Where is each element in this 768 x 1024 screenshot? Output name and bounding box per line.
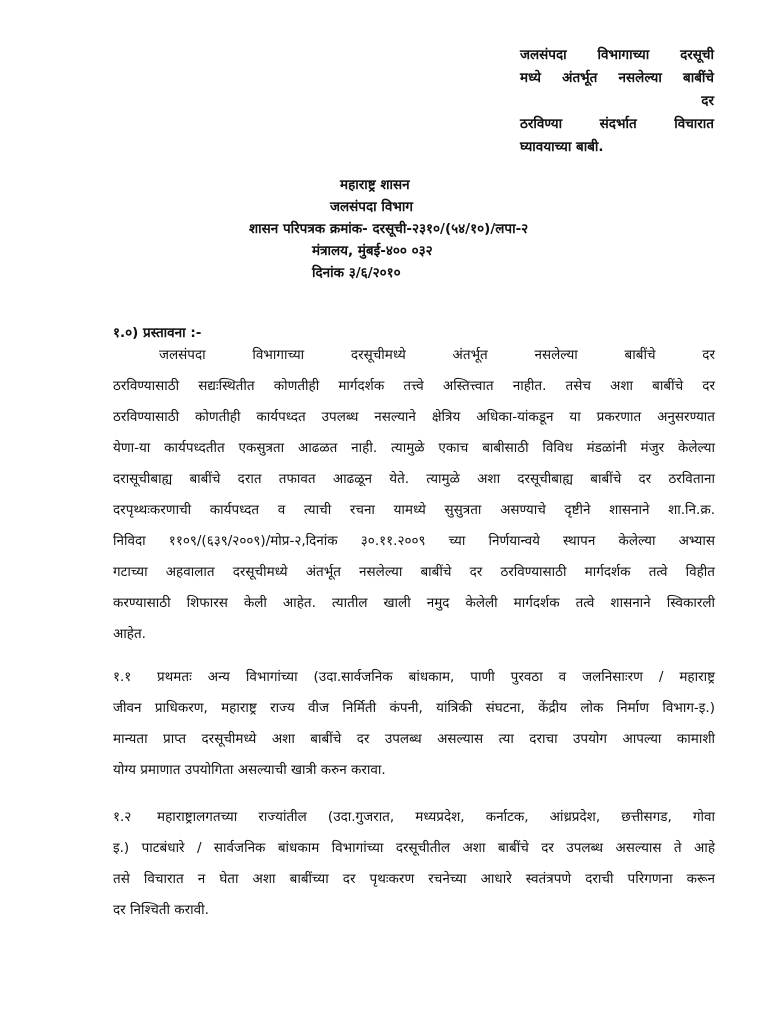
subject-line: जलसंपदा विभागाच्या दरसूची [520, 47, 714, 63]
paragraph-line: जीवन प्राधिकरण, महाराष्ट्र राज्य वीज निर्मिती कंपनी, यांत्रिकी संघटना, केंद्रीय लोक निर्माण विभाग-इ.) [113, 700, 715, 716]
paragraph-text: महाराष्ट्रालगतच्या राज्यांतील (उदा.गुजरात, मध्यप्रदेश, कर्नाटक, आंध्रप्रदेश, छत्तीसगड, गोवा [157, 809, 715, 825]
paragraph-line: तसे विचारात न घेता अशा बाबींच्या दर पृथःकरण रचनेच्या आधारे स्वतंत्रपणे दराची परिगणना करून [113, 871, 715, 887]
paragraph-line: आहेत. [113, 626, 146, 642]
circular-number: शासन परिपत्रक क्रमांक- दरसूची-२३१०/(५४/१०)/लपा-२ [249, 221, 529, 237]
subject-line: मध्ये अंतर्भूत नसलेल्या बाबींचे [520, 70, 714, 86]
paragraph-number: १.२ [113, 809, 132, 825]
paragraph-text: प्रथमतः अन्य विभागांच्या (उदा.सार्वजनिक बांधकाम, पाणी पुरवठा व जलनिसाःरण / महाराष्ट्र [157, 669, 715, 685]
paragraph-line [113, 662, 715, 693]
paragraph-line: इ.) पाटबंधारे / सार्वजनिक बांधकाम विभागांच्या दरसूचीतील अशा बाबींचे दर उपलब्ध असल्यास ते आहे [113, 840, 715, 856]
department-name: जलसंपदा विभाग [330, 199, 413, 215]
paragraph-line: योग्य प्रमाणात उपयोगिता असल्याची खात्री करुन करावा. [113, 762, 386, 778]
paragraph-line: करण्यासाठी शिफारस केली आहेत. त्यातील खाली नमुद केलेली मार्गदर्शक तत्वे शासनाने स्विकारली [113, 595, 715, 611]
paragraph-line [113, 802, 715, 833]
subject-line: घ्यावयाच्या बाबी. [520, 139, 604, 155]
paragraph-line: निविदा ११०९/(६३९/२००९)/मोप्र-२,दिनांक ३०.११.२००९ च्या निर्णयान्वये स्थापन केलेल्या अभ्यास [113, 533, 715, 549]
paragraph-number: १.१ [113, 669, 132, 685]
subject-line: ठरविण्या संदर्भात विचारात [520, 116, 714, 132]
paragraph-1-1 [113, 662, 715, 786]
intro-paragraph [113, 340, 715, 650]
paragraph-line: ठरविण्यासाठी कोणतीही कार्यपध्दत उपलब्ध नसल्याने क्षेत्रिय अधिका-यांकडून या प्रकरणात अनुसरण्यात [113, 409, 715, 425]
office-address: मंत्रालय, मुंबई-४०० ०३२ [312, 243, 433, 259]
paragraph-line: दरपृथ्थःकरणाची कार्यपध्दत व त्याची रचना यामध्ये सुसुत्रता असण्याचे दृष्टीने शासनाने शा.नि.क्र. [113, 502, 715, 518]
subject-block [520, 44, 714, 159]
subject-line: दर [701, 93, 714, 109]
paragraph-line: मान्यता प्राप्त दरसूचीमध्ये अशा बाबींचे दर उपलब्ध असल्यास त्या दराचा उपयोग आपल्या कामाशी [113, 731, 715, 747]
government-name: महाराष्ट्र शासन [340, 177, 410, 193]
paragraph-line: दर निश्चिती करावी. [113, 902, 209, 918]
paragraph-line: गटाच्या अहवालात दरसूचीमध्ये अंतर्भूत नसलेल्या बाबींचे दर ठरविण्यासाठी मार्गदर्शक तत्वे विहीत [113, 564, 715, 580]
paragraph-line: येणा-या कार्यपध्दतीत एकसुत्रता आढळत नाही. त्यामुळे एकाच बाबीसाठी विविध मंडळांनी मंजुर केलेल्या [113, 440, 715, 456]
paragraph-line: ठरविण्यासाठी सद्यःस्थितीत कोणतीही मार्गदर्शक तत्त्वे अस्तित्त्वात नाहीत. तसेच अशा बाबींचे दर [113, 378, 715, 394]
section-title: १.०) प्रस्तावना :- [113, 325, 202, 341]
circular-date: दिनांक ३/६/२०१० [312, 265, 401, 281]
paragraph-line: जलसंपदा विभागाच्या दरसूचीमध्ये अंतर्भूत नसलेल्या बाबींचे दर [159, 347, 715, 363]
paragraph-line: दरासूचीबाह्य बाबींचे दरात तफावत आढळून येते. त्यामुळे अशा दरसूचीबाह्य बाबींचे दर ठरविताना [113, 471, 715, 487]
paragraph-1-2 [113, 802, 715, 926]
